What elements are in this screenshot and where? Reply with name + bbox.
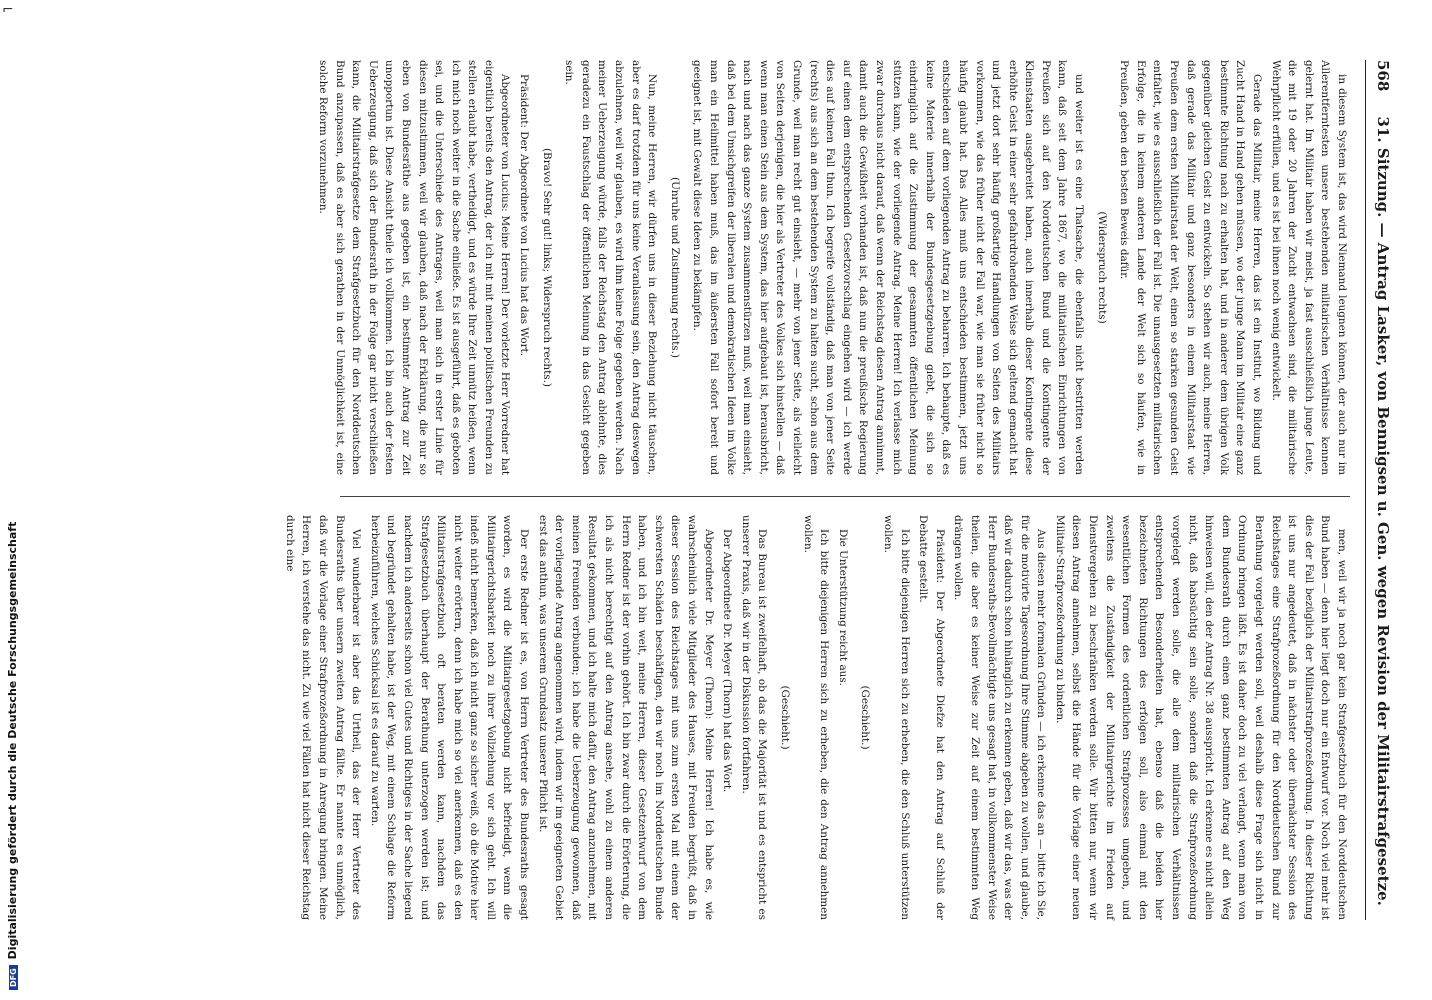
paragraph: Ich bitte diejenigen Herren sich zu erheben, die den Antrag annehmen wollen. <box>801 515 831 920</box>
digitization-credit-strip <box>0 0 20 1000</box>
paragraph: Aus diesen mehr formalen Gründen — ich erkenne das an — bitte ich Sie, für die motivirte Tagesordnung Ihre Stimme abgeben zu wollen, und glaube, daß wir dadurch schon hinlänglich zu erkennen geben, daß wir das, was der Herr Bundesraths-Bevollmächtigte uns gesagt hat, in vollkommenster Weise theilen, die aber es keiner Weise zur Zeit auf einem bestimmten Weg drängen wollen. <box>952 515 1048 920</box>
paragraph: Die Unterstützung reicht aus. <box>836 529 849 686</box>
credit-text: Digitalisierung gefördert durch die Deutsche Forschungsgemeinschaft <box>6 521 19 960</box>
dfg-logo: DFG <box>9 965 18 990</box>
page-header <box>1374 60 1392 920</box>
header-rule <box>1365 60 1366 920</box>
speaker-paragraph: Abgeordneter Dr. Meyer (Thorn): Meine Herren! Ich habe es, wie wahrscheinlich viele Mitglieder des Hauses, mit Freuden begrüßt, daß in dieser Session des Reichstages mit uns zum ersten Mal mit einem der schwersten Schäden beschäftigen, den wir noch im Norddeutschen Bunde haben, und ich bin weit, meine Herren, dieser Gesetzentwurf von dem Herrn Redner ist der vorhin gehört. Ich bin zwar durch die Erörterung, die ich als nicht berechtigt auf den Antrag ansehe, wohl zu einem anderen Resultat gekommen, und ich halte mich dafür, den Antrag anzunehmen, mit meinen Freunden verbunden; ich habe die Ueberzeugung gewonnen, daß der vorliegende Antrag angenommen wird, indem wir im geeigneten Gebiet erst das anthun, was unserem Grundsatz unserer Pflicht ist. <box>536 515 715 920</box>
paragraph: Das Bureau ist zweifelhaft, ob das die Majorität ist und es entspricht es unserer Praxis, daß wir in der Diskussion fortfahren. <box>739 515 769 920</box>
paragraph: Der Abgeordnete Dr. Meyer (Thorn) hat das Wort. <box>721 529 734 793</box>
paragraph: Viel wunderbarer ist aber das Urtheil, das der Herr Vertreter des Bundesraths über unsern zweiten Antrag fällte. Er nannte es unmöglich, daß wir die Vorlage einer Strafprozeßordnung in Anregung bringen. Meine Herren, ich verstehe das nicht. Zu wie viel Fällen hat nicht dieser Reichstag durch eine <box>283 515 363 920</box>
column-divider <box>340 496 1350 497</box>
speaker-paragraph: Abgeordneter von Lucius: Meine Herren! Der vorletzte Herr Vorredner hat eigentlich bereits den Antrag, der ich mit mit meinen politischen Freunden zu stellen erlaubt habe, vertheidigt, und es würde Ihre Zeit unnütz heißen, wenn ich mich noch weiter in die Sache einließe. Es ist ausgeführt, daß es geboten sei, und die Unterschiede des Antrages, weil man sich in erster Linie für diesen mitzustimmen, weil wir glauben, daß nach der Erklärung, die nur so eben von Bundesräthe aus gegeben ist, ein bestimmter Antrag zur Zeit unopportun ist. Diese Ansicht theile ich vollkommen. Ich bin auch der festen Ueberzeugung, daß sich der Bundesrath in der Folge gar nicht verschließen kann, die Militairstrafgesetze dem Strafgesetzbuch für den Norddeutschen Bund anzupassen, daß es aber sich gerathen in der Unmöglichkeit ist, eine solche Reform vorzunehmen. <box>316 60 512 475</box>
right-column <box>279 515 1350 920</box>
interjection: (Bravo! Sehr gut! links; Widerspruch rechts.) <box>540 148 553 387</box>
interjection: (Unruhe und Zustimmung rechts.) <box>668 177 681 358</box>
left-column <box>312 60 1350 475</box>
paragraph: in diesem System ist, das wird Niemand leugnen können, der auch nur im Allerentferntesten unsere bestehenden militairischen Verhältnisse kennen gelernt hat. Im Militair haben wir meist, ja fast ausschließlich junge Leute, die mit 19 oder 20 Jahren der Zucht entwachsen sind, die militairische Wehrpflicht erfüllen, und es ist bei ihnen noch wenig entwickelt. <box>1269 60 1348 475</box>
speaker-paragraph: Präsident: Der Abgeordnete von Lucius hat das Wort. <box>518 74 531 357</box>
paragraph: men, weil wir ja noch gar kein Strafgesetzbuch für den Norddeutschen Bund haben — denn hier liegt doch nur ein Entwurf vor. Noch viel mehr ist dies der Fall bezüglich der Militairstrafprozeßordnung. In dieser Richtung ist uns nur angedeutet, daß in nächster oder übernächster Session des Reichstages eine Strafprozeßordnung für den Norddeutschen Bund zur Berathung vorgelegt werden soll, weil deshalb diese Frage sich nicht in Ordnung bringen läßt. Es ist daher doch zu viel verlangt, wenn man von dem Bundesrath durch einen ganz bestimmten Antrag auf den Weg hinweisen will, den der Antrag Nr. 38 ausspricht. Ich erkenne es nicht allein nicht, daß habsüchtig sein solle, sondern daß die Strafprozeßordnung vorgelegt werden solle, die alle dem militairischen Verhältnissen entsprechenden Besonderheiten hat, ebenso daß die beiden hier bezeichneten Richtungen des erfolgen soll, also einmal mit den wesentlichen Formen des ordentlichen Strafprozesses umgeben, und zweitens die Zuständigkeit der Militairgerichte im Frieden auf Dienstvergehen zu beschränken werden solle. Wir bitten nur, wenn wir diesen Antrag annehmen, selbst die Hände für die Vorlage einer neuen Militair-Strafprozeßordnung zu binden. <box>1053 515 1348 920</box>
interjection: (Geschieht.) <box>779 685 791 750</box>
paragraph: und weiter ist es eine Thatsache, die ebenfalls nicht bestritten werden kann, daß seit dem Jahre 1867, wo die militairischen Einrichtungen von Preußen sich auf den Norddeutschen Bund und die Kontingente der Kleinstaaten ausgebreitet haben, auch innerhalb dieser Kontingente diese erhöhte Geist in einer sehr gefahrdrohenden Weise sich geltend gemacht hat und jetzt dort sehr häufig großartige Handlungen von Seiten des Militairs vorkommen, wie das früher nicht der Fall war, wie man sie früher nicht so häufig glaubt hat. Das Alles muß uns entschieden bestimmen, jetzt uns entschieden auf dem vorliegenden Antrag zu beharren. Ich behaupte, daß es keine Materie innerhalb der Bundesgesetzgebung giebt, die sich so eindringlich auf die Zustimmung der gesammten öffentlichen Meinung stützen kann, wie der vorliegende Antrag. Meine Herren! Ich verlasse mich zwar durchaus nicht darauf, daß wenn der Reichstag diesen Antrag annimmt, damit auch die Gewißheit vorhanden ist, daß nun die preußische Regierung auf einen dem entsprechenden Gesetzvorschlag eingehen wird — ich werde dies auf keinen Fall thun. Ich begreife vollständig, daß man von jener Seite (rechts) aus sich an dem bestehenden System zu halten sucht, schon aus dem Grunde, weil man recht gut einsieht, — mehr von jener Seite, als vielleicht von Seiten derjenigen, die hier als Vertreter des Volkes sich hinstellen — daß wenn man einen Stein aus dem System, das hier aufgebaut ist, herausbricht, nach und nach das ganze System zusammenstürzen muß, weil man einsieht, daß bei dem Umsichgreifen der liberalen und demokratischen Ideen im Volke man ein Heilmittel haben muß, das im äußersten Fall sofort bereit und geeignet ist, mit Gewalt diese Ideen zu bekämpfen. <box>691 60 1086 475</box>
speaker-paragraph: Präsident: Der Abgeordnete Diefze hat den Antrag auf Schluß der Debatte gestellt. <box>917 515 946 920</box>
scan-corner-mark: ⌐ <box>2 2 14 18</box>
interjection: (Widerspruch rechts) <box>1095 211 1108 324</box>
page-number: 568 <box>1374 60 1392 92</box>
paragraph: Nun, meine Herren, wir dürfen uns in dieser Beziehung nicht täuschen, aber es darf trotzdem für uns keine Veranlassung sein, den Antrag deswegen abzulehnen, weil wir glauben, es wird ihm keine Folge gegeben werden. Nach meiner Ueberzeugung würde, falls der Reichstag den Antrag ablehnte, dies geradezu ein Faustschlag der öffentlichen Meinung in das Gesicht gegeben sein. <box>563 60 659 475</box>
paragraph: Gerade das Militair, meine Herren, das ist ein Institut, wo Bildung und Zucht Hand in Hand gehen müssen, wo der junge Mann im Militair eine ganz bestimmte Richtung nach zu erhalten hat, und in anderer dem übrigen Volk gegenüber gleichen Geist zu entwickeln. So stehen wir auch, meine Herren, daß gerade das Militair und ganz besonders in einem Militairstaat wie Preußen dem ersten Militairstaat der Welt, einen so starken gesunden Geist entfaltet, wie es ausschließlich der Fall ist. Die unausgesetzten militairischen Erfolge, die in keinem anderen Lande der Welt sich so häufen, wie in Preußen, geben den besten Beweis dafür. <box>1118 60 1264 475</box>
digitization-credit <box>6 522 19 990</box>
interjection: (Geschieht.) <box>859 685 872 750</box>
paragraph: Der erste Redner ist es, von Herrn Vertreter des Bundesraths gesagt worden, es wird die Militairgesetzgebung nicht befriedigt, wenn die Militairgerichtsbarkeit noch zu ihrer Vollziehung vor sich geht. Ich will indeß nicht bemerken, daß ich nicht ganz so sicher weiß, ob die Motive hier nicht weiter erörtern, denn ich habe mich so viel anerkennen, daß es den Militairstrafgesetzbuch oft beraten werden kann, nachdem das Strafgesetzbuch überhaupt der Berathung unterzogen werden ist; und nachdem ich anderseits schon viel Gutes und Richtiges in der Sache liegend und begründet gehalten habe, ist der Weg, mit einem Schlage die Reform herbeizuführen, welches Schicksal ist es darauf zu warten. <box>368 515 531 920</box>
paragraph: Ich bitte diejenigen Herren sich zu erheben, die den Schluß unterstützen wollen. <box>881 515 911 920</box>
page-title: 31. Sitzung. — Antrag Lasker, von Bennigsen u. Gen. wegen Revision der Militairstrafgesetze. <box>1374 116 1392 906</box>
